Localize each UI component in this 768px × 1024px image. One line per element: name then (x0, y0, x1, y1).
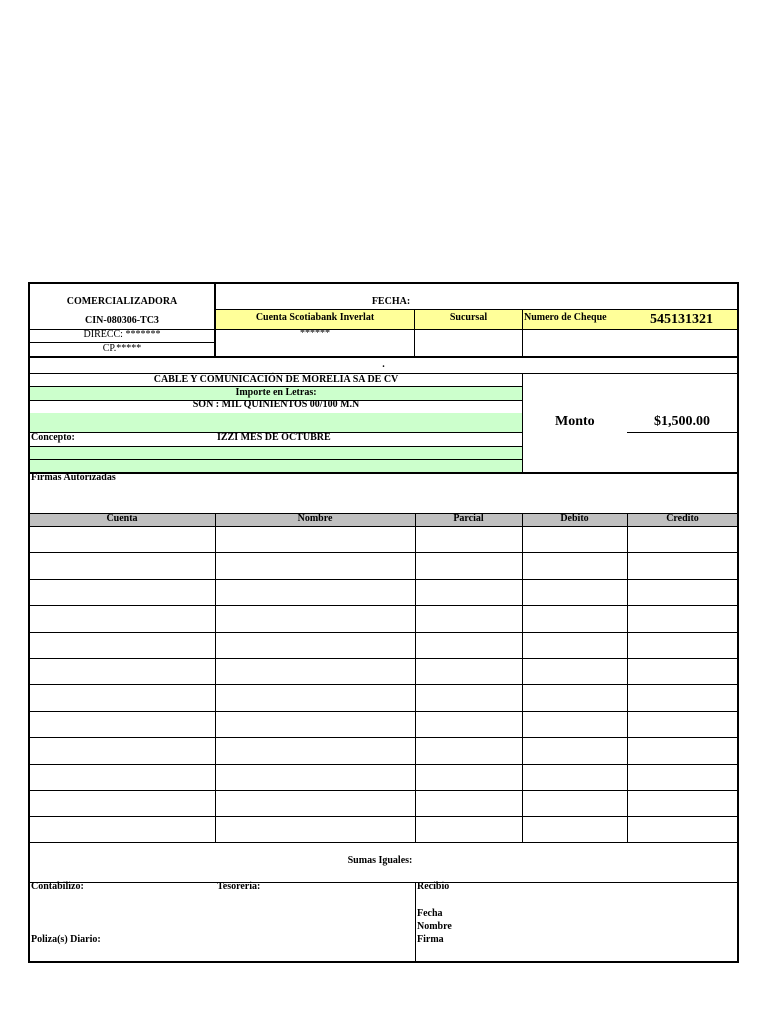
column-header-cuenta: Cuenta (106, 513, 138, 524)
column-header-debito: Debito (560, 513, 589, 524)
concepto-value: IZZI MES DE OCTUBRE (217, 432, 331, 443)
column-header-nombre: Nombre (297, 513, 333, 524)
company-address: DIRECC: ******* (83, 329, 161, 340)
poliza-label: Poliza(s) Diario: (31, 934, 101, 945)
contabilizo-label: Contabilizo: (31, 881, 84, 892)
cuenta-label: Cuenta Scotiabank Inverlat (255, 312, 375, 323)
company-zip: CP.***** (102, 343, 142, 354)
tesoreria-label: Tesoreria: (217, 881, 261, 892)
sucursal-label: Sucursal (449, 312, 488, 323)
firma-label: Firma (417, 934, 444, 945)
firmas-label: Firmas Autorizadas (31, 472, 116, 483)
importe-label: Importe en Letras: (235, 387, 317, 398)
cheque-label: Numero de Cheque (524, 312, 607, 323)
column-header-parcial: Parcial (453, 513, 484, 524)
monto-label: Monto (555, 414, 595, 429)
concepto-label: Concepto: (31, 432, 75, 443)
cuenta-value: ****** (300, 328, 330, 339)
payee-name: CABLE Y COMUNICACIÓN DE MORELIA SA DE CV (153, 374, 399, 385)
company-rfc: CIN-080306-TC3 (85, 315, 159, 326)
company-name: COMERCIALIZADORA (66, 296, 178, 307)
cheque-number: 545131321 (650, 312, 713, 327)
monto-value: $1,500.00 (654, 414, 710, 429)
fecha-label: FECHA: (371, 296, 411, 307)
importe-text: SON : MIL QUINIENTOS 00/100 M.N (192, 399, 360, 410)
fecha-footer-label: Fecha (417, 908, 443, 919)
payee-dot: . (382, 359, 385, 370)
sumas-iguales-label: Sumas Iguales: (347, 855, 413, 866)
recibio-label: Recibio (417, 881, 450, 892)
column-header-credito: Credito (666, 513, 699, 524)
nombre-label: Nombre (417, 921, 452, 932)
